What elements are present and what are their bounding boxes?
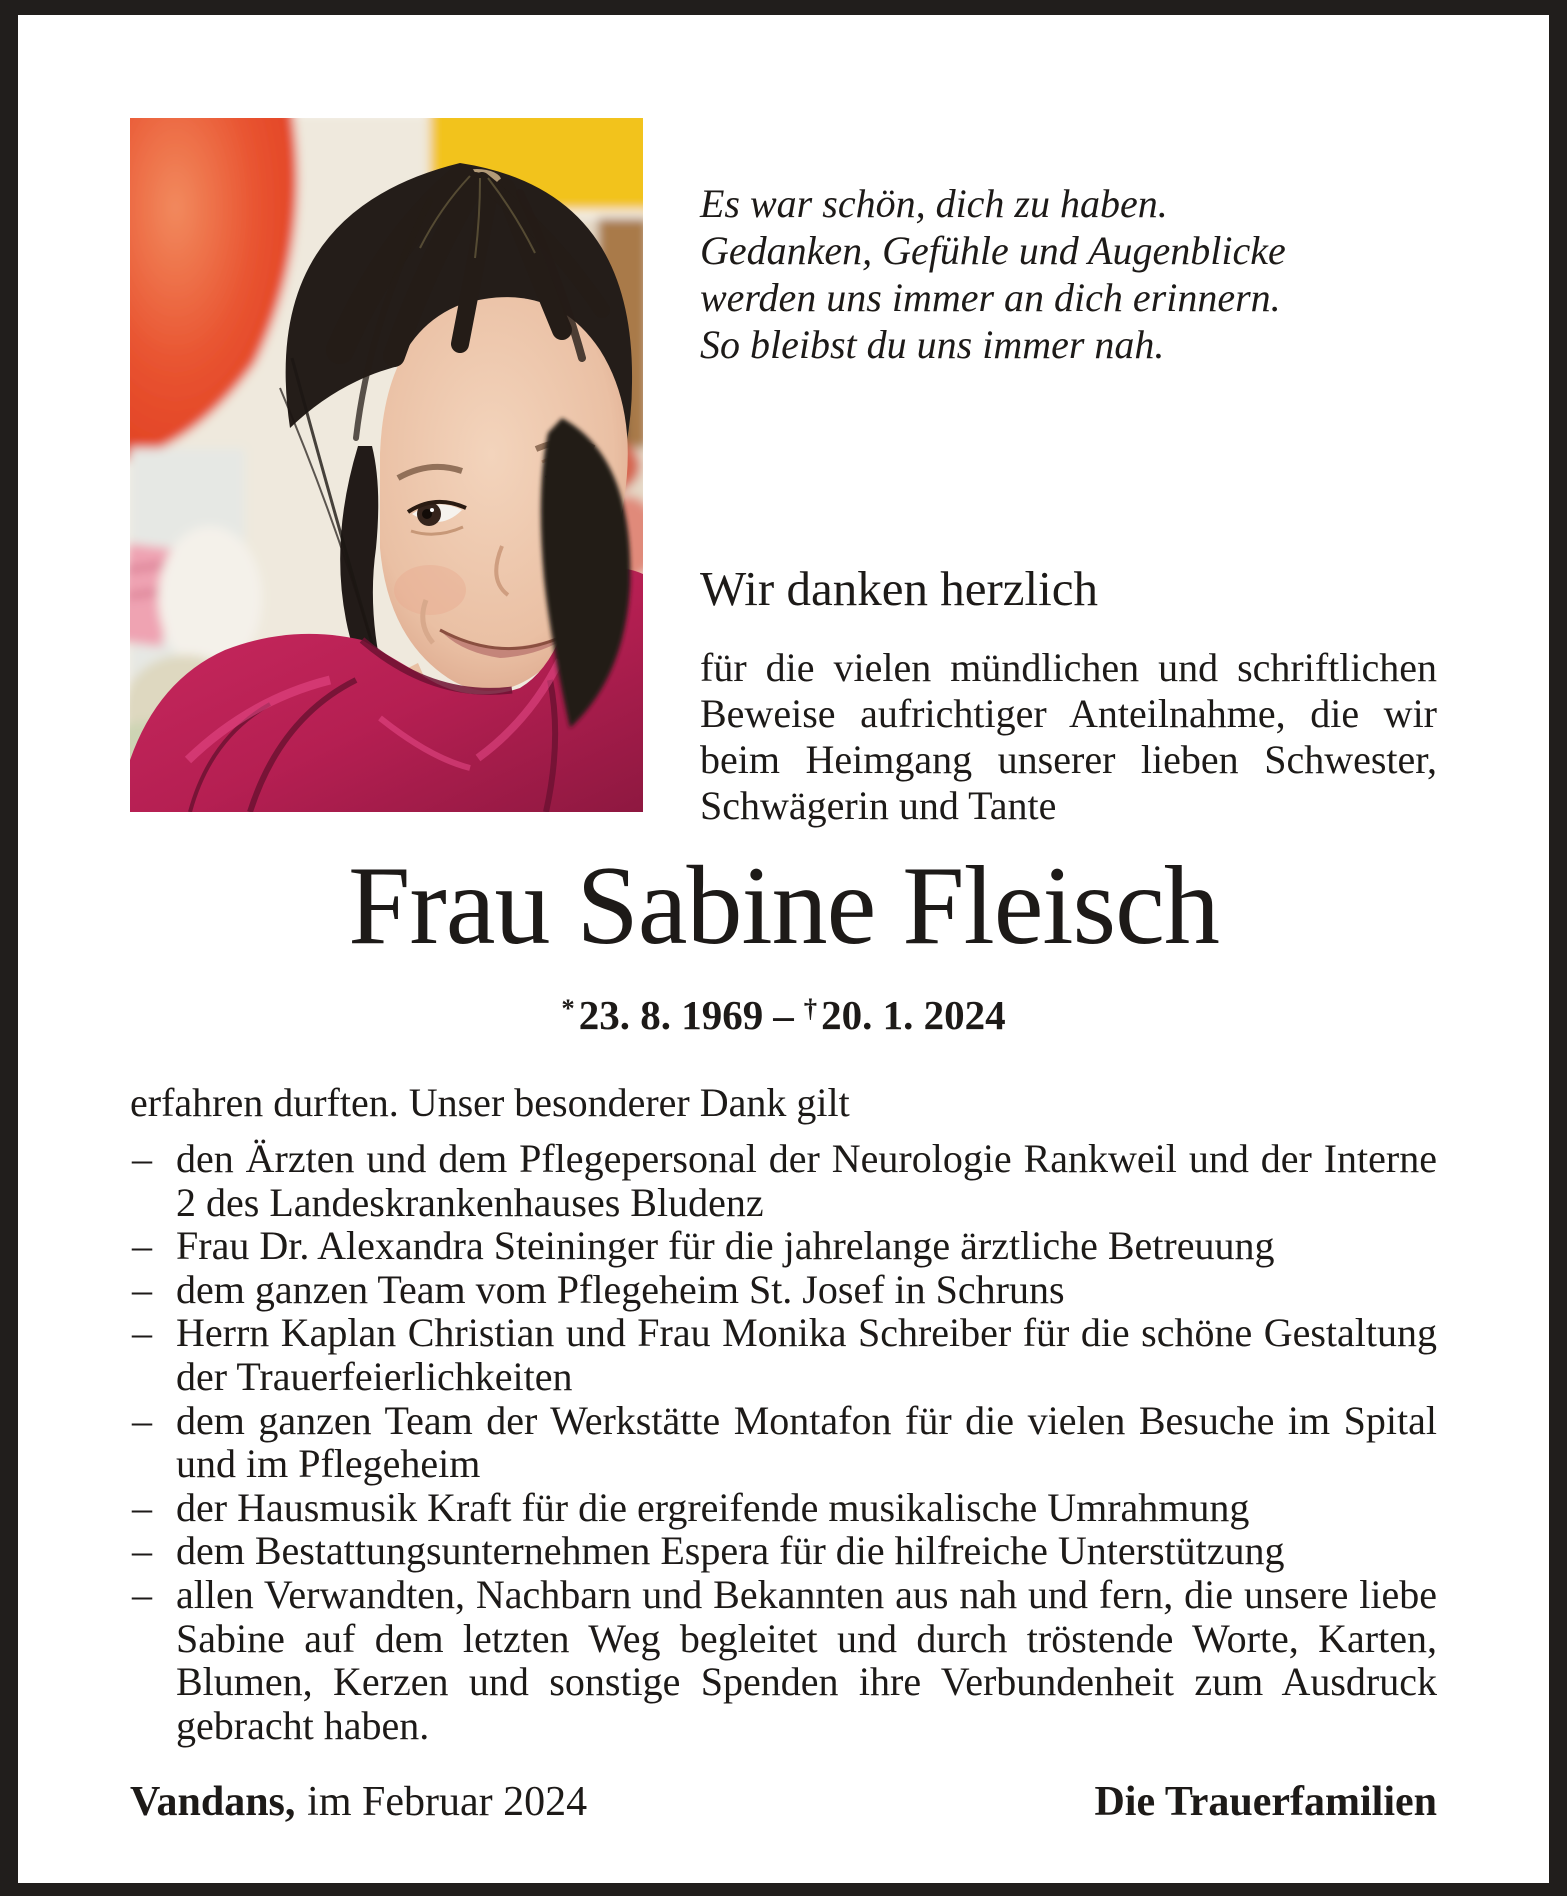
deceased-name: Frau Sabine Fleisch [348, 844, 1219, 968]
intro-paragraph: für die vielen mündlichen und schriftlichen Beweise aufrichtiger Anteilnahme, die wir beim Heimgang unserer lieben Schwester, Schwägerin und Tante [700, 645, 1437, 828]
death-symbol: † [803, 993, 818, 1024]
thanks-heading: Wir danken herzlich [700, 561, 1099, 616]
list-dash: – [132, 1266, 152, 1312]
list-item [130, 1529, 1437, 1573]
announcement-sheet [18, 15, 1549, 1883]
list-item-text: Herrn Kaplan Christian und Frau Monika Schreiber für die schöne Gestaltung der Trauerfeierlichkeiten [176, 1310, 1437, 1399]
birth-date: 23. 8. 1969 [578, 992, 764, 1038]
list-dash: – [132, 1484, 152, 1530]
list-item [130, 1486, 1437, 1530]
list-item-text: allen Verwandten, Nachbarn und Bekannten aus nah und fern, die unsere liebe Sabine auf dem letzten Weg begleitet und durch tröstende Worte, Karten, Blumen, Kerzen und sonstige Spenden ihre Verbundenheit zum Ausdruck gebracht haben. [176, 1571, 1437, 1748]
document-footer [130, 1778, 1437, 1826]
dates-separator: – [773, 992, 794, 1038]
footer-date: im Februar 2024 [307, 1779, 588, 1825]
life-dates [18, 991, 1549, 1039]
thanks-list [130, 1137, 1437, 1747]
memorial-poem [700, 180, 1460, 368]
list-item [130, 1399, 1437, 1486]
poem-line: Es war schön, dich zu haben. [700, 181, 1168, 226]
death-date: 20. 1. 2024 [821, 992, 1006, 1038]
portrait-photo [130, 118, 643, 812]
list-item [130, 1137, 1437, 1224]
list-item-text: Frau Dr. Alexandra Steininger für die jahrelange ärztliche Betreuung [176, 1223, 1275, 1269]
list-item-text: dem ganzen Team der Werkstätte Montafon für die vielen Besuche im Spital und im Pflegeheim [176, 1397, 1437, 1487]
poem-line: Gedanken, Gefühle und Augenblicke [700, 228, 1286, 273]
poem-line: So bleibst du uns immer nah. [700, 322, 1165, 367]
poem-line: werden uns immer an dich erinnern. [700, 275, 1281, 320]
list-item [130, 1311, 1437, 1398]
list-dash: – [132, 1571, 152, 1617]
list-item [130, 1224, 1437, 1268]
list-item-text: den Ärzten und dem Pflegepersonal der Neurologie Rankweil und der Interne 2 des Landeskrankenhauses Bludenz [176, 1136, 1437, 1225]
list-item [130, 1268, 1437, 1312]
list-item [130, 1573, 1437, 1747]
birth-symbol: * [561, 993, 575, 1024]
place-and-date [130, 1778, 587, 1826]
place: Vandans, [130, 1779, 296, 1825]
list-dash: – [132, 1310, 152, 1356]
list-dash: – [132, 1223, 152, 1269]
lead-line: erfahren durften. Unser besonderer Dank gilt [130, 1080, 850, 1125]
list-item-text: dem ganzen Team vom Pflegeheim St. Josef in Schruns [176, 1266, 1065, 1312]
list-dash: – [132, 1528, 152, 1574]
list-item-text: dem Bestattungsunternehmen Espera für die hilfreiche Unterstützung [176, 1528, 1285, 1574]
list-dash: – [132, 1397, 152, 1443]
signature: Die Trauerfamilien [1094, 1779, 1437, 1825]
list-item-text: der Hausmusik Kraft für die ergreifende musikalische Umrahmung [176, 1484, 1250, 1530]
list-dash: – [132, 1136, 152, 1181]
